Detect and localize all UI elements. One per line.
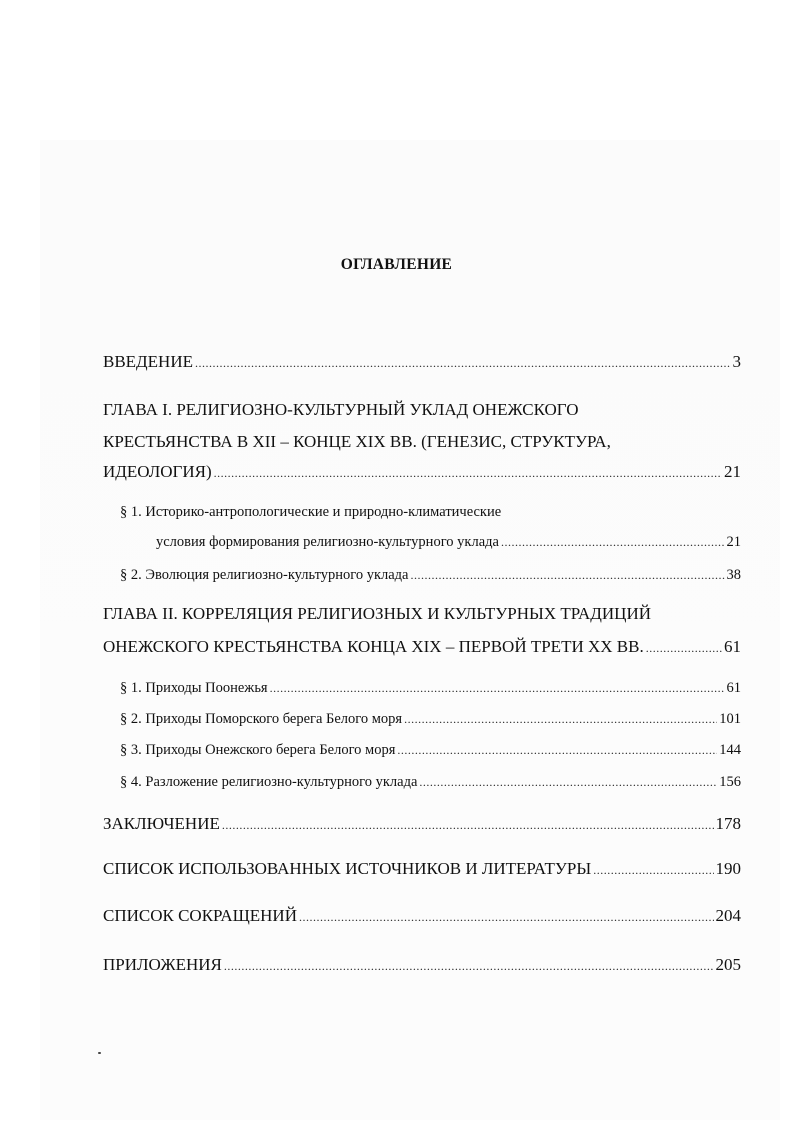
dot-leader — [214, 466, 722, 481]
toc-entry-text: § 2. Эволюция религиозно-культурного уклада — [120, 567, 409, 583]
dot-leader — [195, 356, 731, 371]
toc-entry-text: ИДЕОЛОГИЯ) — [103, 462, 212, 481]
dot-leader — [270, 681, 725, 696]
toc-ch1-sec1-line1: § 1. Историко-антропологические и природно-климатические — [120, 504, 502, 520]
toc-entry-text: ОНЕЖСКОГО КРЕСТЬЯНСТВА КОНЦА XIX – ПЕРВОЙ ТРЕТИ XX ВВ. — [103, 637, 644, 656]
toc-entry-text: ЗАКЛЮЧЕНИЕ — [103, 814, 220, 833]
toc-page-number: 144 — [719, 742, 741, 758]
dot-leader — [501, 535, 725, 550]
dot-leader — [222, 818, 714, 833]
dot-leader — [404, 712, 717, 727]
toc-page-number: 61 — [726, 680, 741, 696]
toc-entry-text: условия формирования религиозно-культурного уклада — [156, 534, 499, 550]
toc-entry-ch1-sec2[interactable] — [120, 567, 741, 584]
toc-entry-conclusion[interactable] — [103, 814, 741, 834]
toc-page-number: 38 — [726, 567, 741, 583]
toc-chapter2-line1: ГЛАВА II. КОРРЕЛЯЦИЯ РЕЛИГИОЗНЫХ И КУЛЬТУРНЫХ ТРАДИЦИЙ — [103, 604, 652, 623]
dot-leader — [397, 743, 717, 758]
toc-page-number: 190 — [715, 859, 741, 878]
toc-chapter1-line1: ГЛАВА I. РЕЛИГИОЗНО-КУЛЬТУРНЫЙ УКЛАД ОНЕЖСКОГО — [103, 400, 579, 419]
toc-entry-sources[interactable] — [103, 859, 741, 879]
toc-page-number: 156 — [719, 774, 741, 790]
toc-entry-text: СПИСОК ИСПОЛЬЗОВАННЫХ ИСТОЧНИКОВ И ЛИТЕРАТУРЫ — [103, 859, 592, 878]
toc-entry-ch2-sec3[interactable] — [120, 742, 741, 759]
toc-page-number: 204 — [715, 906, 741, 925]
toc-chapter1-line2: КРЕСТЬЯНСТВА В XII – КОНЦЕ XIX ВВ. (ГЕНЕЗИС, СТРУКТУРА, — [103, 432, 611, 451]
toc-entry-text: § 4. Разложение религиозно-культурного уклада — [120, 774, 418, 790]
toc-entry-ch1-sec1[interactable] — [156, 534, 741, 551]
toc-entry-appendices[interactable] — [103, 955, 741, 975]
toc-entry-chapter2[interactable] — [103, 637, 741, 657]
toc-entry-introduction[interactable] — [103, 352, 741, 372]
toc-entry-abbreviations[interactable] — [103, 906, 741, 926]
dot-leader — [593, 863, 713, 878]
dot-leader — [299, 910, 714, 925]
toc-page-number: 101 — [719, 711, 741, 727]
dot-leader — [411, 568, 725, 583]
toc-page-number: 21 — [726, 534, 741, 550]
toc-page-number: 205 — [715, 955, 741, 974]
toc-entry-text: ПРИЛОЖЕНИЯ — [103, 955, 222, 974]
toc-entry-ch2-sec1[interactable] — [120, 680, 741, 697]
page-title: ОГЛАВЛЕНИЕ — [340, 256, 453, 273]
toc-entry-ch2-sec4[interactable] — [120, 774, 741, 791]
toc-entry-ch2-sec2[interactable] — [120, 711, 741, 728]
dot-leader — [419, 775, 717, 790]
toc-entry-text: ВВЕДЕНИЕ — [103, 352, 193, 371]
dot-leader — [224, 959, 714, 974]
toc-entry-text: § 1. Приходы Поонежья — [120, 680, 268, 696]
dot-leader — [646, 641, 722, 656]
scan-speck — [98, 1052, 101, 1054]
toc-page-number: 61 — [724, 637, 741, 656]
toc-page-number: 3 — [732, 352, 741, 371]
toc-entry-text: § 3. Приходы Онежского берега Белого моря — [120, 742, 396, 758]
toc-page-number: 21 — [724, 462, 741, 481]
toc-entry-text: СПИСОК СОКРАЩЕНИЙ — [103, 906, 297, 925]
toc-entry-chapter1[interactable] — [103, 462, 741, 482]
toc-page-number: 178 — [715, 814, 741, 833]
toc-entry-text: § 2. Приходы Поморского берега Белого моря — [120, 711, 403, 727]
